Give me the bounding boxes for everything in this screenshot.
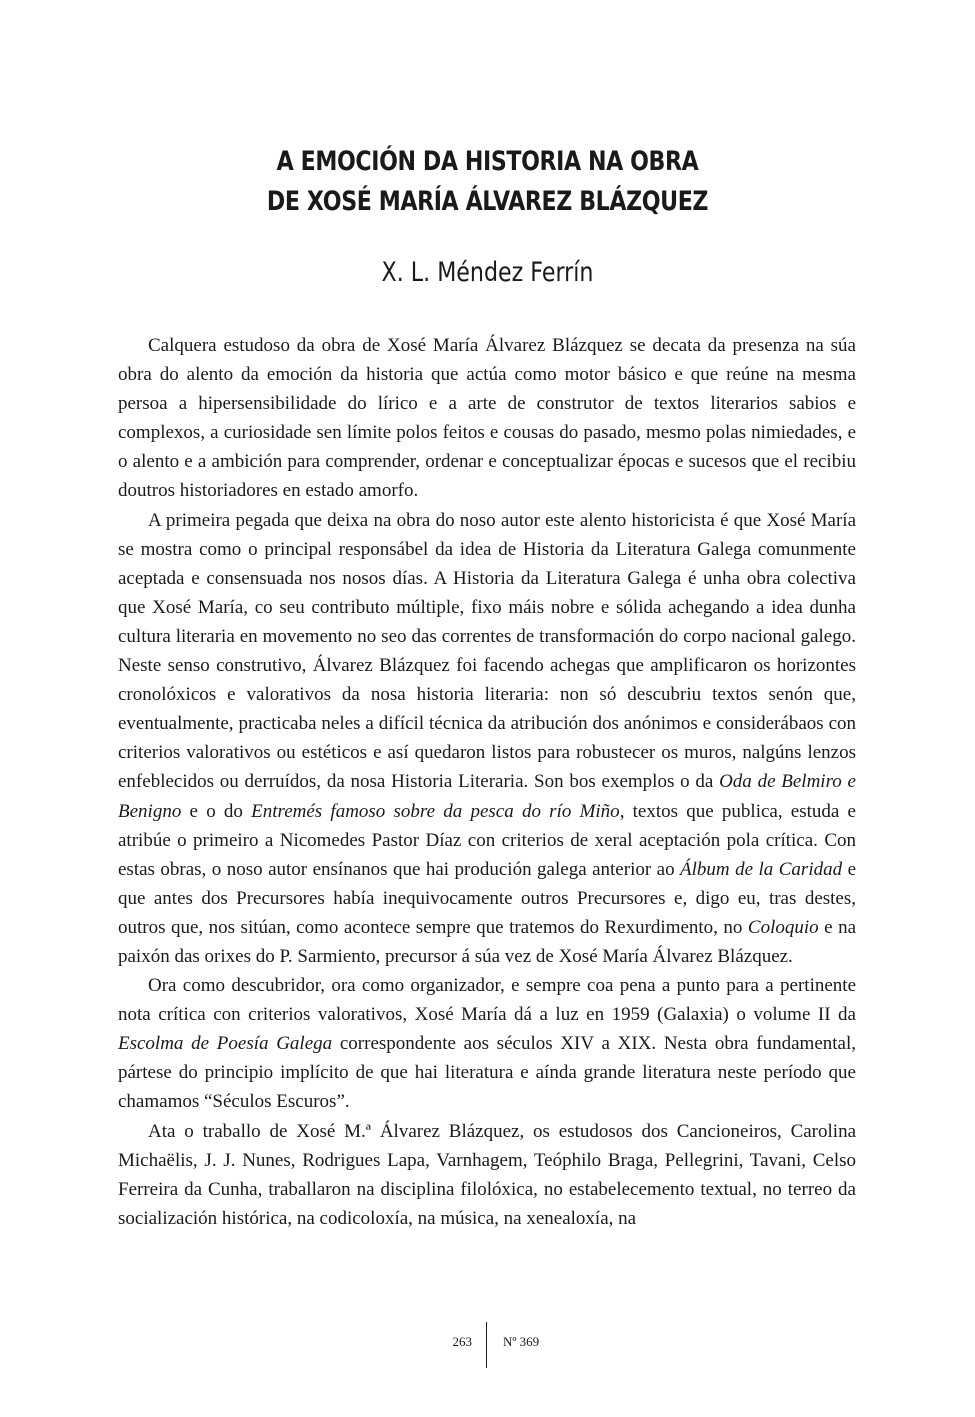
footer-divider [486, 1322, 487, 1368]
paragraph-text: Calquera estudoso da obra de Xosé María Álvarez Blázquez se decata da presenza na súa obra do alento da emoción da historia que actúa como motor básico e que reúne na mesma persoa a hipersensibilidade do lírico e a arte de construtor de textos literarios sabios e complexos, a curiosidade sen límite polos feitos e cousas do pasado, mesmo polas nimiedades, e o alento e a ambición para comprender, ordenar e conceptualizar épocas e sucesos que el recibiu doutros historiadores en estado amorfo. [118, 335, 856, 502]
work-title-italic: Álbum de la Caridad [680, 858, 843, 880]
paragraph-text: Ora como descubridor, ora como organizador, e sempre coa pena a punto para a pertinente nota crítica con criterios valorativos, Xosé María dá a luz en 1959 (Galaxia) o volume II da [118, 975, 856, 1026]
article-title-line-2: DE XOSÉ MARÍA ÁLVAREZ BLÁZQUEZ [266, 186, 709, 217]
article-body [118, 331, 856, 1233]
issue-number: Nº 369 [503, 1334, 540, 1349]
paragraph-text: , textos que publica, estuda e atribúe o primeiro a Nicomedes Pastor Díaz con criterios de xeral aceptación pola crítica. Con estas obras, o noso autor ensínanos que hai produción galega anterior ao [118, 800, 856, 880]
paragraph-1 [118, 331, 856, 506]
paragraph-3 [118, 971, 856, 1116]
work-title-italic: Escolma de Poesía Galega [118, 1033, 333, 1055]
paragraph-2 [118, 506, 856, 972]
paragraph-text: e que antes dos Precursores había inequivocamente outros Precursores e, digo eu, tras destes, outros que, nos sitúan, como acontece sempre que tratemos do Rexurdimento, no [118, 858, 857, 938]
paragraph-text: A primeira pegada que deixa na obra do noso autor este alento historicista é que Xosé María se mostra como o principal responsábel da idea de Historia da Literatura Galega comunmente aceptada e consensuada nos nosos días. A Historia da Literatura Galega é unha obra colectiva que Xosé María, co seu contributo múltiple, fixo máis nobre e sólida achegando a idea dunha cultura literaria en movemento no seo das correntes de transformación do corpo nacional galego. Neste senso construtivo, Álvarez Blázquez foi facendo achegas que amplificaron os horizontes cronolóxicos e valorativos da nosa historia literaria: non só descubriu textos senón que, eventualmente, practicaba neles a difícil técnica da atribución dos anónimos e considerábaos con criterios valorativos ou estéticos e así quedaron listos para robustecer os muros, nalgúns lenzos enfeblecidos ou derruídos, da nosa Historia Literaria. Son bos exemplos o da [118, 509, 856, 793]
work-title-italic: Oda de Belmiro e Benigno [118, 771, 856, 822]
paragraph-text: e o do [181, 800, 252, 822]
paragraph-4 [118, 1117, 856, 1233]
paragraph-text: Ata o traballo de Xosé M.ª Álvarez Blázquez, os estudosos dos Cancioneiros, Carolina Michaëlis, J. J. Nunes, Rodrigues Lapa, Varnhagem, Teóphilo Braga, Pellegrini, Tavani, Celso Ferreira da Cunha, traballaron na disciplina filolóxica, no estabelecemento textual, no terreo da socialización histórica, na codicoloxía, na música, na xenealoxía, na [118, 1120, 856, 1229]
page-footer [0, 1322, 975, 1370]
article-title-line-1: A EMOCIÓN DA HISTORIA NA OBRA [276, 146, 699, 177]
work-title-italic: Coloquio [747, 916, 819, 938]
work-title-italic: Entremés famoso sobre da pesca do río Miño [251, 800, 620, 822]
article-author: X. L. Méndez Ferrín [381, 257, 594, 288]
paragraph-text: correspondente aos séculos XIV a XIX. Nesta obra fundamental, pártese do principio implícito de que hai literatura e aínda grande literatura neste período que chamamos “Séculos Escuros”. [118, 1033, 856, 1113]
paragraph-text: e na paixón das orixes do P. Sarmiento, precursor á súa vez de Xosé María Álvarez Blázquez. [118, 916, 857, 967]
page-number: 263 [452, 1334, 472, 1349]
